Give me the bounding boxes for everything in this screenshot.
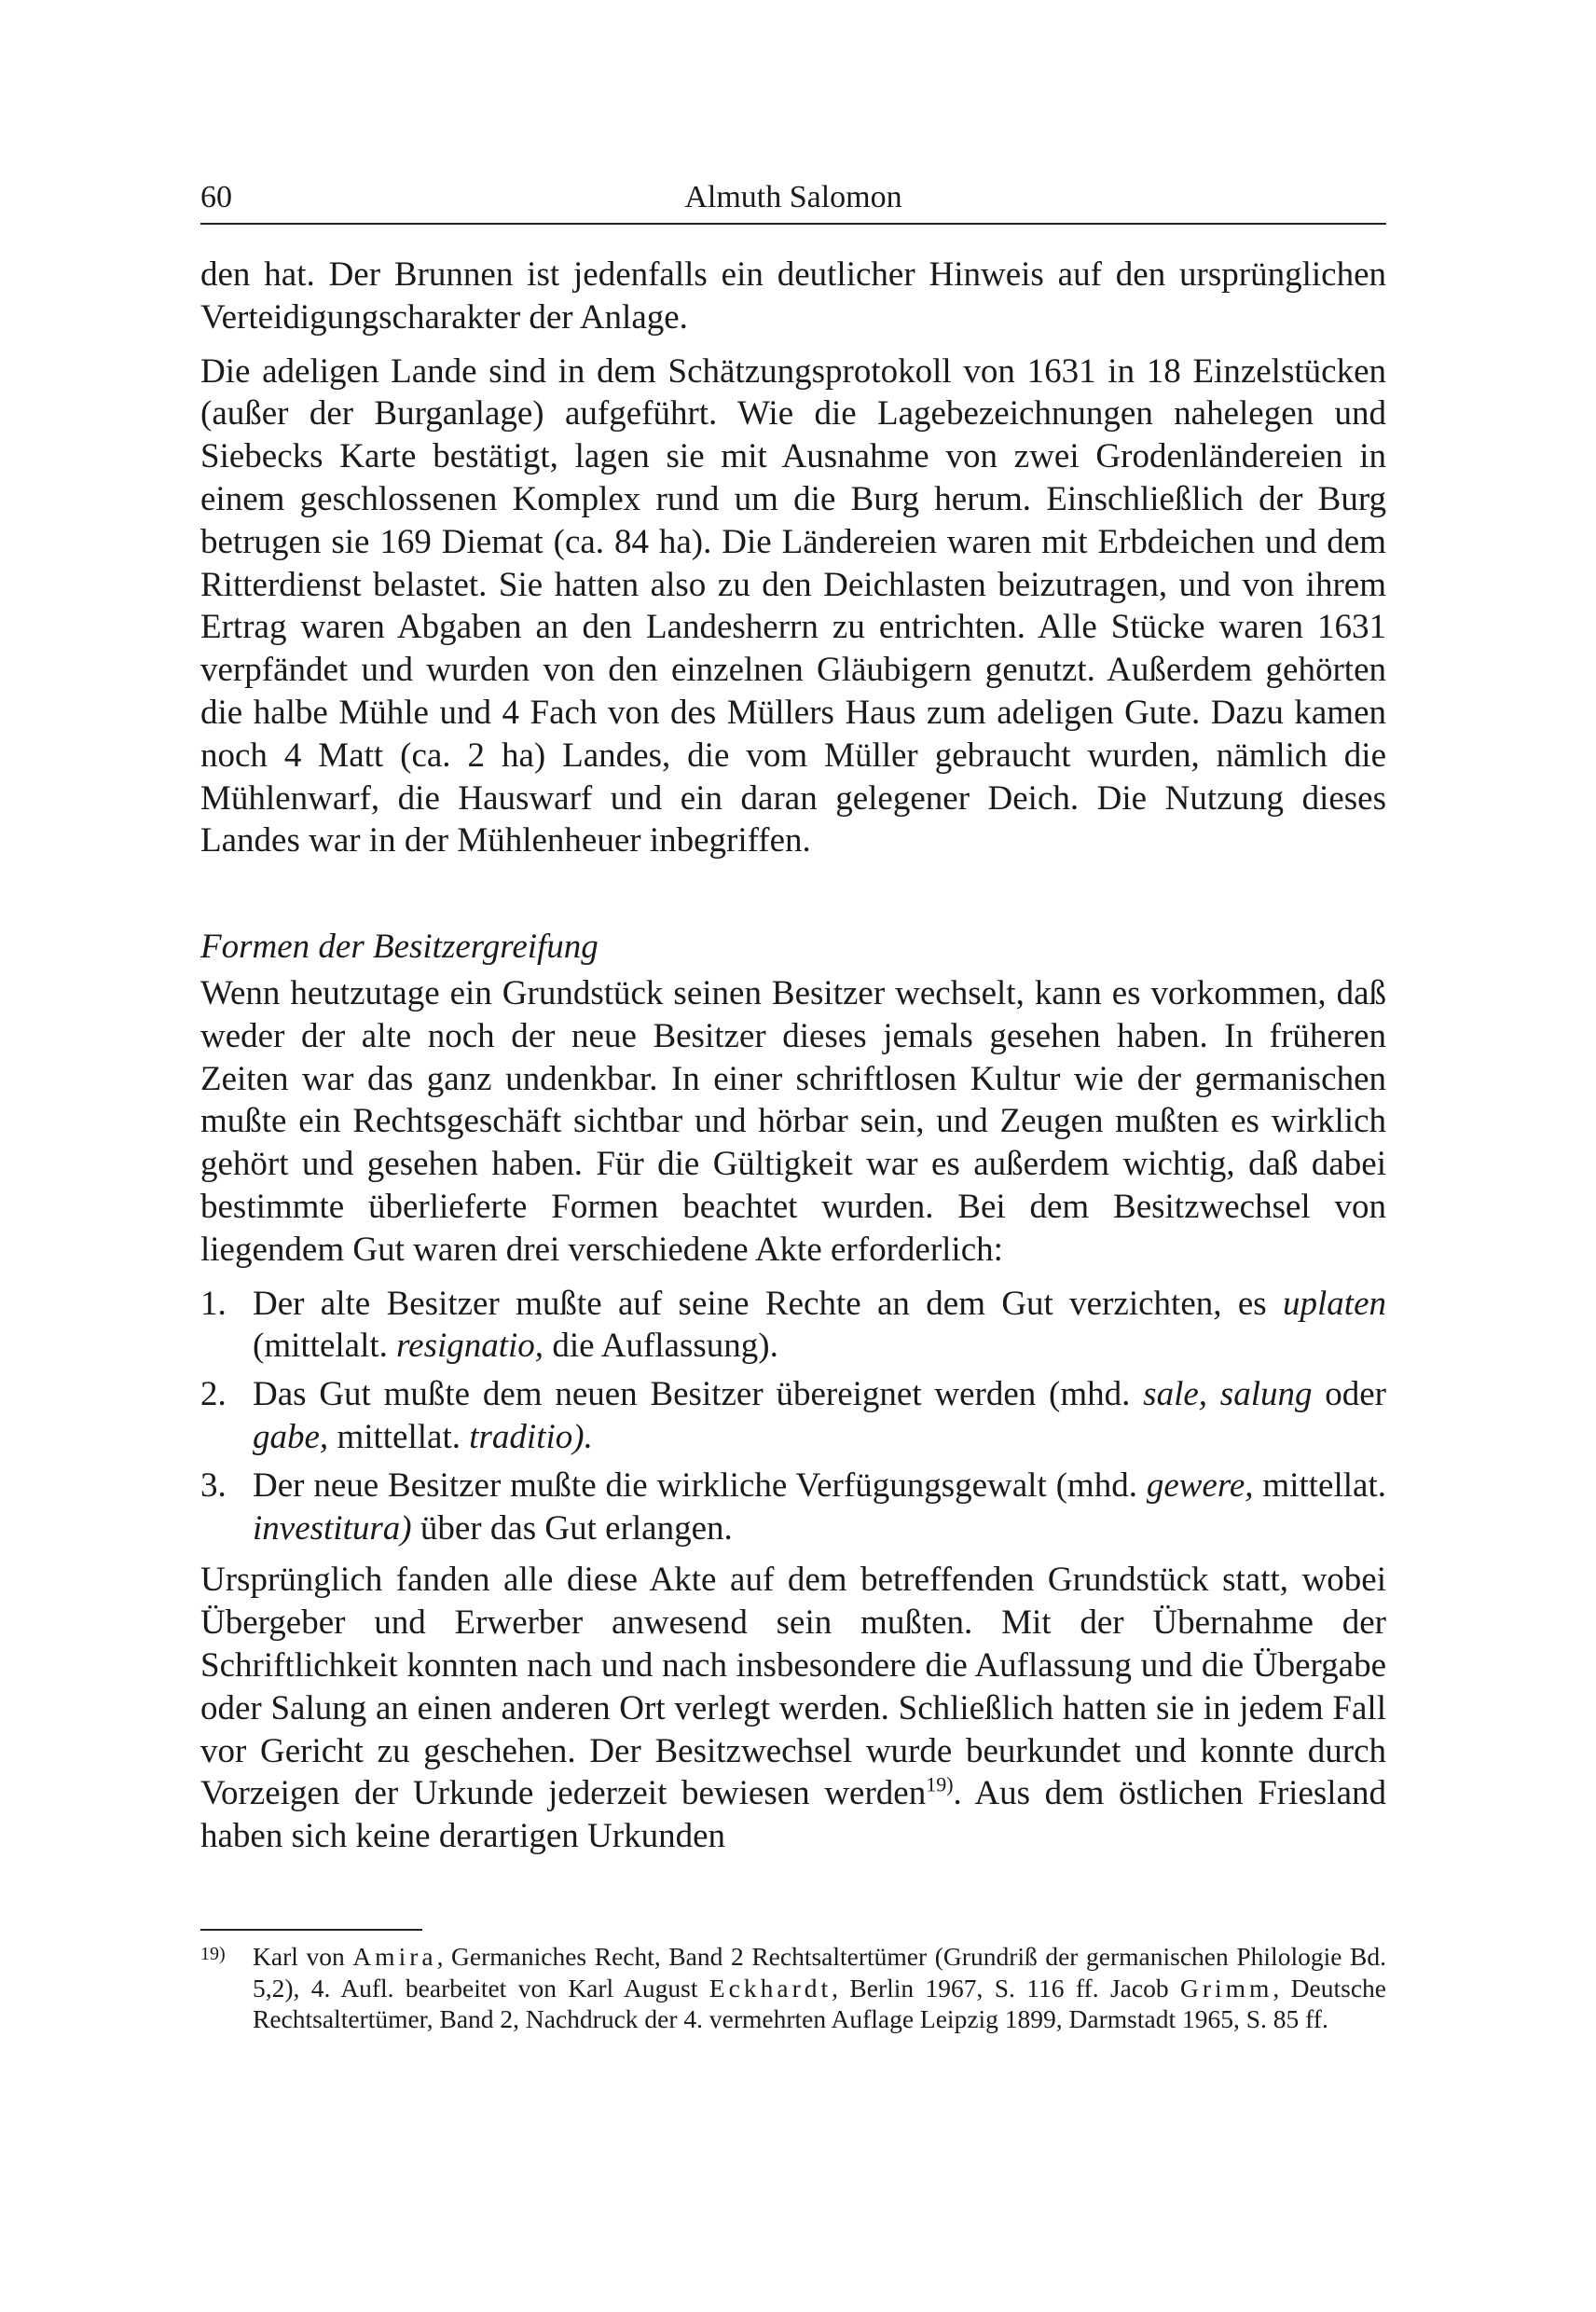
author-name: Amira xyxy=(352,1942,437,1971)
paragraph-text: . Aus dem östlichen Friesland haben sich keine derartigen Urkunden xyxy=(200,1774,1386,1856)
numbered-list xyxy=(200,1283,1386,1550)
footnote-rule xyxy=(200,1929,422,1931)
paragraph-text: Ursprünglich fanden alle diese Akte auf dem betreffenden Grundstück statt, wobei Übergeber und Erwerber anwesend sein mußten. Mit der Übernahme der Schriftlichkeit konnten nach und nach insbesondere die Auflassung und die Übergabe oder Salung an einen anderen Ort verlegt werden. Schließlich hatten sie in jedem Fall vor Gericht zu geschehen. Der Besitzwechsel wurde beurkundet und konnte durch Vorzeigen der Urkunde jederzeit bewiesen werden xyxy=(200,1561,1386,1813)
list-text: Der neue Besitzer mußte die wirkliche Verfügungsgewalt (mhd. xyxy=(253,1466,1147,1505)
paragraph-1: den hat. Der Brunnen ist jedenfalls ein deutlicher Hinweis auf den ursprünglichen Verteidigungscharakter der Anlage. xyxy=(200,255,1386,337)
list-number: 1. xyxy=(200,1284,227,1323)
list-text: mittellat. xyxy=(328,1417,470,1456)
list-item xyxy=(200,1465,1386,1550)
list-number: 3. xyxy=(200,1466,227,1505)
list-text: die Auflassung). xyxy=(543,1327,778,1366)
list-text: über das Gut erlangen. xyxy=(411,1508,733,1548)
list-text: mittellat. xyxy=(1253,1466,1386,1505)
list-term: gabe, xyxy=(253,1417,329,1456)
author-name: Eckhardt xyxy=(709,1973,832,2002)
list-term: investitura) xyxy=(253,1508,412,1548)
section-title: Formen der Besitzergreifung xyxy=(200,928,598,967)
list-text: Das Gut mußte dem neuen Besitzer übereignet werden (mhd. xyxy=(253,1375,1144,1414)
footnote-mark: 19) xyxy=(200,1944,226,1964)
footnote-text: , Deutsche Rechtsaltertümer, Band 2, Nachdruck der 4. vermehrten Auflage Leipzig 1899, Darmstadt 1965, S. 85 ff. xyxy=(253,1973,1386,2033)
list-item xyxy=(200,1373,1386,1459)
header-rule xyxy=(200,223,1386,225)
page-number: 60 xyxy=(200,180,232,214)
list-term: uplaten xyxy=(1283,1284,1386,1323)
list-term: traditio). xyxy=(469,1417,593,1456)
list-text: oder xyxy=(1312,1375,1387,1414)
list-text: (mittelalt. xyxy=(253,1327,397,1366)
footnote-text: , Germaniches Recht, Band 2 Rechtsaltertümer (Grundriß der germanischen Philologie Bd. 5,2), 4. Aufl. bearbeitet von Karl August xyxy=(253,1942,1386,2002)
list-item xyxy=(200,1283,1386,1369)
footnote-text: Karl von xyxy=(253,1942,353,1971)
body-text xyxy=(200,254,1386,1869)
footnote-text: , Berlin 1967, S. 116 ff. Jacob xyxy=(832,1973,1180,2002)
author-name: Grimm xyxy=(1179,1973,1273,2002)
paragraph-2: Die adeligen Lande sind in dem Schätzungsprotokoll von 1631 in 18 Einzelstücken (außer der Burganlage) aufgeführt. Wie die Lagebezeichnungen nahelegen und Siebecks Karte bestätigt, lagen sie mit Ausnahme von zwei Grodenländereien in einem geschlossenen Komplex rund um die Burg herum. Einschließlich der Burg betrugen sie 169 Diemat (ca. 84 ha). Die Ländereien waren mit Erbdeichen und dem Ritterdienst belastet. Sie hatten also zu den Deichlasten beizutragen, und von ihrem Ertrag waren Abgaben an den Landesherrn zu entrichten. Alle Stücke waren 1631 verpfändet und wurden von den einzelnen Gläubigern genutzt. Außerdem gehörten die halbe Mühle und 4 Fach von des Müllers Haus zum adeligen Gute. Dazu kamen noch 4 Matt (ca. 2 ha) Landes, die vom Müller gebraucht wurden, nämlich die Mühlenwarf, die Hauswarf und ein daran gelegener Deich. Die Nutzung dieses Landes war in der Mühlenheuer inbegriffen. xyxy=(200,351,1386,860)
running-head: Almuth Salomon xyxy=(684,180,902,214)
list-term: gewere, xyxy=(1146,1466,1254,1505)
list-term: sale, salung xyxy=(1143,1375,1313,1414)
paragraph-4 xyxy=(200,1559,1386,1858)
page-header xyxy=(200,175,1386,220)
footnotes xyxy=(200,1941,1386,2035)
footnote-19 xyxy=(200,1941,1386,2035)
list-number: 2. xyxy=(200,1375,227,1414)
list-text: Der alte Besitzer mußte auf seine Rechte an dem Gut verzichten, es xyxy=(253,1284,1284,1323)
paragraph-3: Wenn heutzutage ein Grundstück seinen Besitzer wechselt, kann es vorkommen, daß weder der alte noch der neue Besitzer dieses jemals gesehen haben. In früheren Zeiten war das ganz undenkbar. In einer schriftlosen Kultur wie der germanischen mußte ein Rechtsgeschäft sichtbar und hörbar sein, und Zeugen mußten es wirklich gehört und gesehen haben. Für die Gültigkeit war es außerdem wichtig, daß dabei bestimmte überlieferte Formen beachtet wurden. Bei dem Besitzwechsel von liegendem Gut waren drei verschiedene Akte erforderlich: xyxy=(200,973,1386,1269)
footnote-reference: 19) xyxy=(926,1772,954,1796)
list-term: resignatio, xyxy=(396,1327,544,1366)
